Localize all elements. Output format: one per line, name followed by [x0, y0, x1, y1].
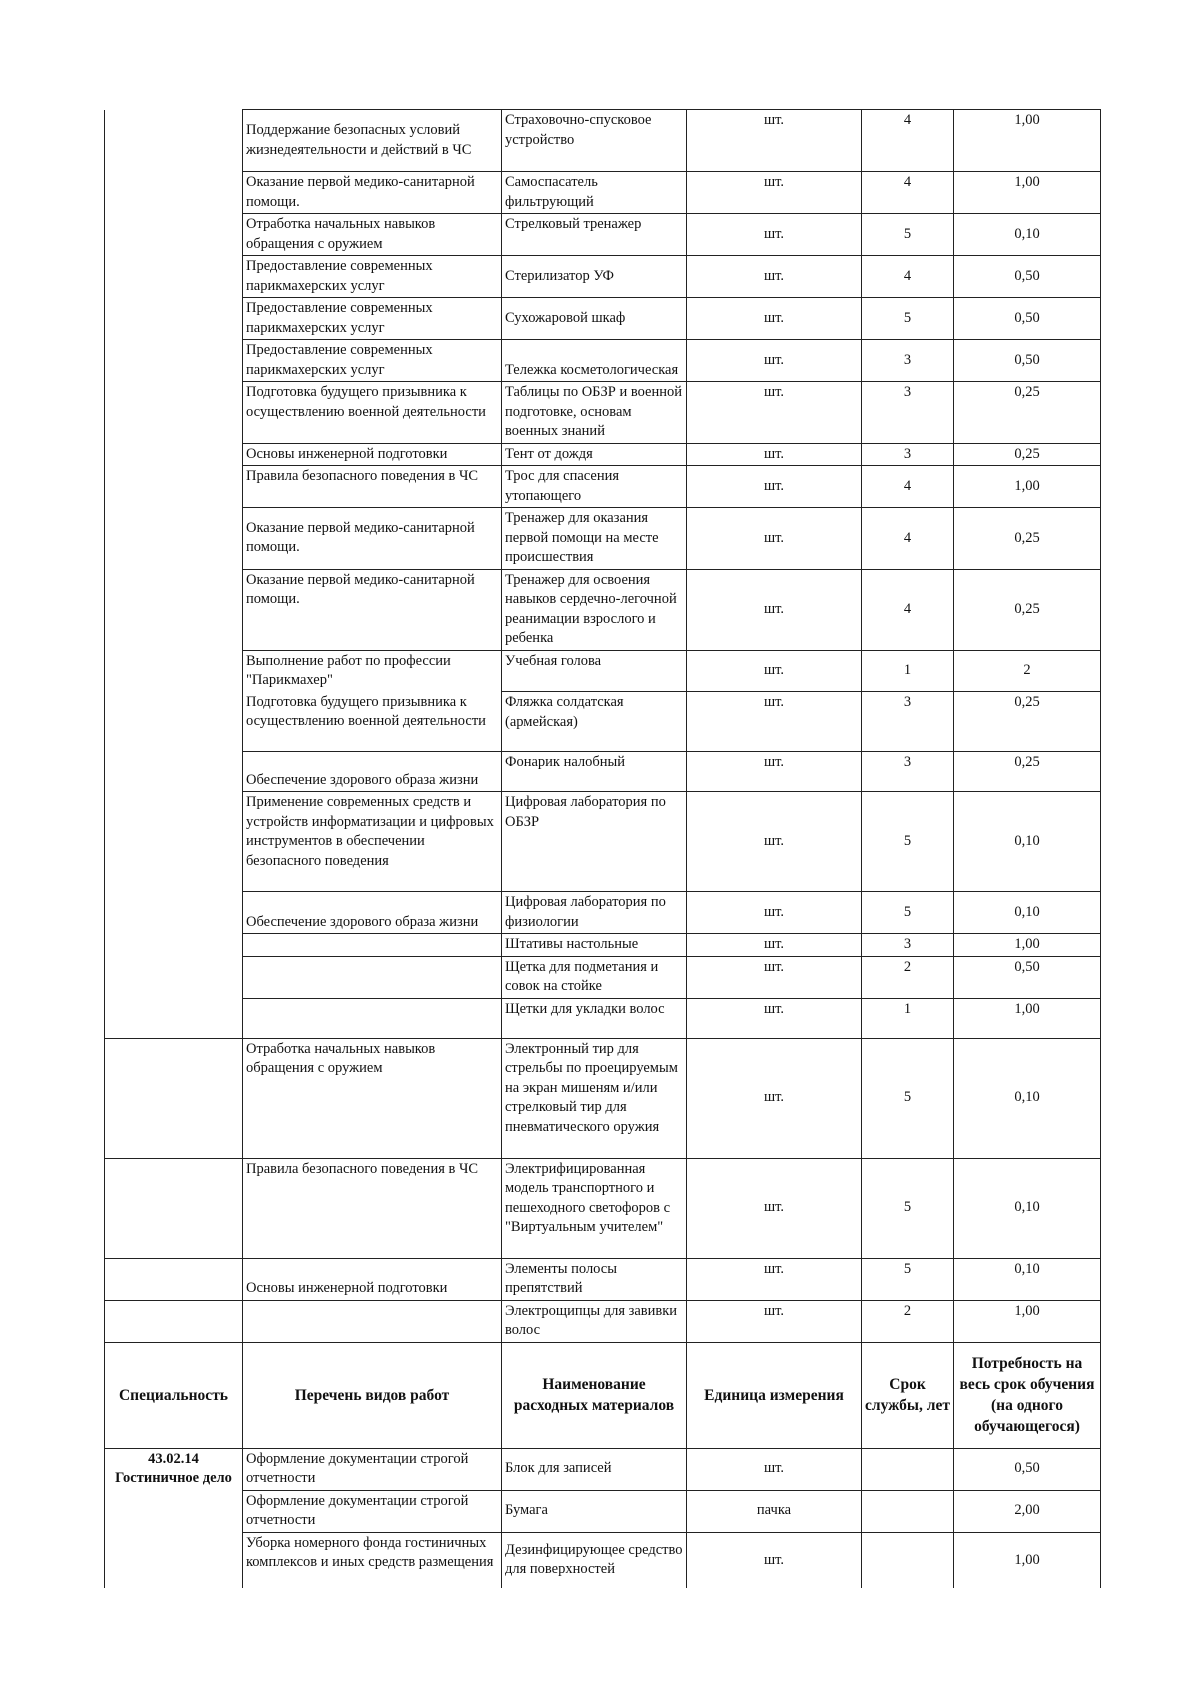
unit-cell: шт.	[687, 956, 862, 998]
work-cell: Основы инженерной подготовки	[243, 1258, 502, 1300]
material-cell: Цифровая лаборатория по ОБЗР	[502, 792, 687, 892]
table-row	[105, 256, 1101, 298]
table-row	[105, 382, 1101, 444]
term-cell: 4	[862, 256, 954, 298]
need-cell: 0,25	[954, 569, 1101, 650]
term-cell: 1	[862, 650, 954, 692]
need-cell: 0,50	[954, 1448, 1101, 1490]
material-cell: Щетки для укладки волос	[502, 998, 687, 1038]
term-cell: 2	[862, 956, 954, 998]
material-cell: Страховочно-спусковое устройство	[502, 110, 687, 172]
table-row	[105, 892, 1101, 934]
header-need: Потребность на весь срок обучения (на одного обучающегося)	[954, 1342, 1101, 1448]
material-cell: Сухожаровой шкаф	[502, 298, 687, 340]
term-cell: 1	[862, 998, 954, 1038]
work-cell: Применение современных средств и устройств информатизации и цифровых инструментов в обеспечении безопасного поведения	[243, 792, 502, 892]
material-cell: Щетка для подметания и совок на стойке	[502, 956, 687, 998]
unit-cell: шт.	[687, 172, 862, 214]
need-cell: 0,50	[954, 340, 1101, 382]
table-row	[105, 298, 1101, 340]
table-row	[105, 214, 1101, 256]
term-cell	[862, 1448, 954, 1490]
need-cell: 0,50	[954, 956, 1101, 998]
work-cell: Уборка номерного фонда гостиничных комплексов и иных средств размещения	[243, 1532, 502, 1588]
unit-cell: шт.	[687, 1300, 862, 1342]
term-cell: 5	[862, 1258, 954, 1300]
table-row	[105, 569, 1101, 650]
term-cell: 5	[862, 892, 954, 934]
table-row	[105, 792, 1101, 892]
term-cell: 4	[862, 466, 954, 508]
work-cell: Предоставление современных парикмахерских услуг	[243, 298, 502, 340]
specialty-cell: 43.02.14 Гостиничное дело	[105, 1448, 243, 1490]
need-cell: 0,25	[954, 382, 1101, 444]
unit-cell: шт.	[687, 508, 862, 570]
work-cell: Оказание первой медико-санитарной помощи.	[243, 569, 502, 650]
material-cell: Таблицы по ОБЗР и военной подготовке, основам военных знаний	[502, 382, 687, 444]
material-cell: Цифровая лаборатория по физиологии	[502, 892, 687, 934]
term-cell: 5	[862, 1158, 954, 1258]
table-row	[105, 934, 1101, 957]
work-cell	[243, 1300, 502, 1342]
header-specialty: Специальность	[105, 1342, 243, 1448]
work-cell: Предоставление современных парикмахерских услуг	[243, 340, 502, 382]
material-cell: Учебная голова	[502, 650, 687, 692]
work-cell: Обеспечение здорового образа жизни	[243, 892, 502, 934]
need-cell: 1,00	[954, 998, 1101, 1038]
term-cell: 5	[862, 792, 954, 892]
material-cell: Штативы настольные	[502, 934, 687, 957]
table-row	[105, 692, 1101, 752]
need-cell: 0,25	[954, 752, 1101, 792]
work-cell: Подготовка будущего призывника к осуществлению военной деятельности	[243, 692, 502, 752]
need-cell: 1,00	[954, 1300, 1101, 1342]
material-cell: Самоспасатель фильтрующий	[502, 172, 687, 214]
term-cell: 4	[862, 172, 954, 214]
unit-cell: шт.	[687, 298, 862, 340]
header-term: Срок службы, лет	[862, 1342, 954, 1448]
unit-cell: шт.	[687, 443, 862, 466]
term-cell: 2	[862, 1300, 954, 1342]
table-row	[105, 1490, 1101, 1532]
term-cell: 5	[862, 1038, 954, 1158]
unit-cell: шт.	[687, 340, 862, 382]
term-cell: 4	[862, 508, 954, 570]
need-cell: 0,10	[954, 214, 1101, 256]
material-cell: Фонарик налобный	[502, 752, 687, 792]
need-cell: 1,00	[954, 172, 1101, 214]
work-cell: Правила безопасного поведения в ЧС	[243, 466, 502, 508]
term-cell: 3	[862, 340, 954, 382]
term-cell: 3	[862, 443, 954, 466]
table-row	[105, 172, 1101, 214]
need-cell: 2,00	[954, 1490, 1101, 1532]
need-cell: 0,10	[954, 1038, 1101, 1158]
table-row	[105, 956, 1101, 998]
document-page	[104, 109, 1100, 1588]
work-cell: Основы инженерной подготовки	[243, 443, 502, 466]
table-row	[105, 1158, 1101, 1258]
material-cell: Фляжка солдатская (армейская)	[502, 692, 687, 752]
unit-cell: пачка	[687, 1490, 862, 1532]
material-cell: Электрощипцы для завивки волос	[502, 1300, 687, 1342]
work-cell	[243, 934, 502, 957]
work-cell: Подготовка будущего призывника к осуществлению военной деятельности	[243, 382, 502, 444]
unit-cell: шт.	[687, 110, 862, 172]
table-row	[105, 110, 1101, 172]
unit-cell: шт.	[687, 792, 862, 892]
unit-cell: шт.	[687, 1038, 862, 1158]
need-cell: 1,00	[954, 1532, 1101, 1588]
term-cell	[862, 1532, 954, 1588]
unit-cell: шт.	[687, 1258, 862, 1300]
material-cell: Электронный тир для стрельбы по проецируемым на экран мишеням и/или стрелковый тир для пневматического оружия	[502, 1038, 687, 1158]
work-cell: Оформление документации строгой отчетности	[243, 1448, 502, 1490]
term-cell	[862, 1490, 954, 1532]
need-cell: 0,10	[954, 1158, 1101, 1258]
need-cell: 0,25	[954, 508, 1101, 570]
table-row	[105, 998, 1101, 1038]
header-material: Наименование расходных материалов	[502, 1342, 687, 1448]
unit-cell: шт.	[687, 214, 862, 256]
need-cell: 0,25	[954, 443, 1101, 466]
table-row	[105, 1532, 1101, 1588]
need-cell: 0,10	[954, 792, 1101, 892]
unit-cell: шт.	[687, 1448, 862, 1490]
work-cell: Оказание первой медико-санитарной помощи.	[243, 508, 502, 570]
need-cell: 1,00	[954, 934, 1101, 957]
need-cell: 2	[954, 650, 1101, 692]
unit-cell: шт.	[687, 692, 862, 752]
table-row	[105, 1300, 1101, 1342]
work-cell: Выполнение работ по профессии "Парикмахер"	[243, 650, 502, 692]
term-cell: 3	[862, 692, 954, 752]
need-cell: 0,25	[954, 692, 1101, 752]
term-cell: 3	[862, 752, 954, 792]
material-cell: Электрифицированная модель транспортного и пешеходного светофоров с "Виртуальным учителем"	[502, 1158, 687, 1258]
unit-cell: шт.	[687, 1158, 862, 1258]
unit-cell: шт.	[687, 892, 862, 934]
material-cell: Тележка косметологическая	[502, 340, 687, 382]
term-cell: 4	[862, 569, 954, 650]
table-header-row	[105, 1342, 1101, 1448]
work-cell	[243, 956, 502, 998]
unit-cell: шт.	[687, 752, 862, 792]
term-cell: 4	[862, 110, 954, 172]
material-cell: Тент от дождя	[502, 443, 687, 466]
table-row	[105, 650, 1101, 692]
need-cell: 1,00	[954, 110, 1101, 172]
work-cell: Отработка начальных навыков обращения с оружием	[243, 214, 502, 256]
term-cell: 5	[862, 214, 954, 256]
table-row	[105, 508, 1101, 570]
table-row	[105, 1038, 1101, 1158]
unit-cell: шт.	[687, 466, 862, 508]
term-cell: 5	[862, 298, 954, 340]
unit-cell: шт.	[687, 1532, 862, 1588]
term-cell: 3	[862, 934, 954, 957]
material-cell: Блок для записей	[502, 1448, 687, 1490]
need-cell: 0,10	[954, 1258, 1101, 1300]
need-cell: 0,10	[954, 892, 1101, 934]
work-cell: Обеспечение здорового образа жизни	[243, 752, 502, 792]
work-cell: Оформление документации строгой отчетности	[243, 1490, 502, 1532]
work-cell: Правила безопасного поведения в ЧС	[243, 1158, 502, 1258]
unit-cell: шт.	[687, 382, 862, 444]
work-cell: Отработка начальных навыков обращения с оружием	[243, 1038, 502, 1158]
need-cell: 0,50	[954, 298, 1101, 340]
material-cell: Стрелковый тренажер	[502, 214, 687, 256]
work-cell	[243, 998, 502, 1038]
unit-cell: шт.	[687, 998, 862, 1038]
unit-cell: шт.	[687, 650, 862, 692]
material-cell: Тренажер для оказания первой помощи на месте происшествия	[502, 508, 687, 570]
material-cell: Тренажер для освоения навыков сердечно-легочной реанимации взрослого и ребенка	[502, 569, 687, 650]
material-cell: Элементы полосы препятствий	[502, 1258, 687, 1300]
work-cell: Поддержание безопасных условий жизнедеятельности и действий в ЧС	[243, 110, 502, 172]
materials-table	[104, 109, 1101, 1588]
unit-cell: шт.	[687, 256, 862, 298]
work-cell: Предоставление современных парикмахерских услуг	[243, 256, 502, 298]
table-row	[105, 1448, 1101, 1490]
need-cell: 0,50	[954, 256, 1101, 298]
material-cell: Трос для спасения утопающего	[502, 466, 687, 508]
table-row	[105, 466, 1101, 508]
table-row	[105, 1258, 1101, 1300]
material-cell: Бумага	[502, 1490, 687, 1532]
material-cell: Стерилизатор УФ	[502, 256, 687, 298]
unit-cell: шт.	[687, 934, 862, 957]
work-cell: Оказание первой медико-санитарной помощи.	[243, 172, 502, 214]
table-row	[105, 340, 1101, 382]
header-unit: Единица измерения	[687, 1342, 862, 1448]
header-work: Перечень видов работ	[243, 1342, 502, 1448]
material-cell: Дезинфицирующее средство для поверхностей	[502, 1532, 687, 1588]
unit-cell: шт.	[687, 569, 862, 650]
table-row	[105, 752, 1101, 792]
need-cell: 1,00	[954, 466, 1101, 508]
table-row	[105, 443, 1101, 466]
term-cell: 3	[862, 382, 954, 444]
